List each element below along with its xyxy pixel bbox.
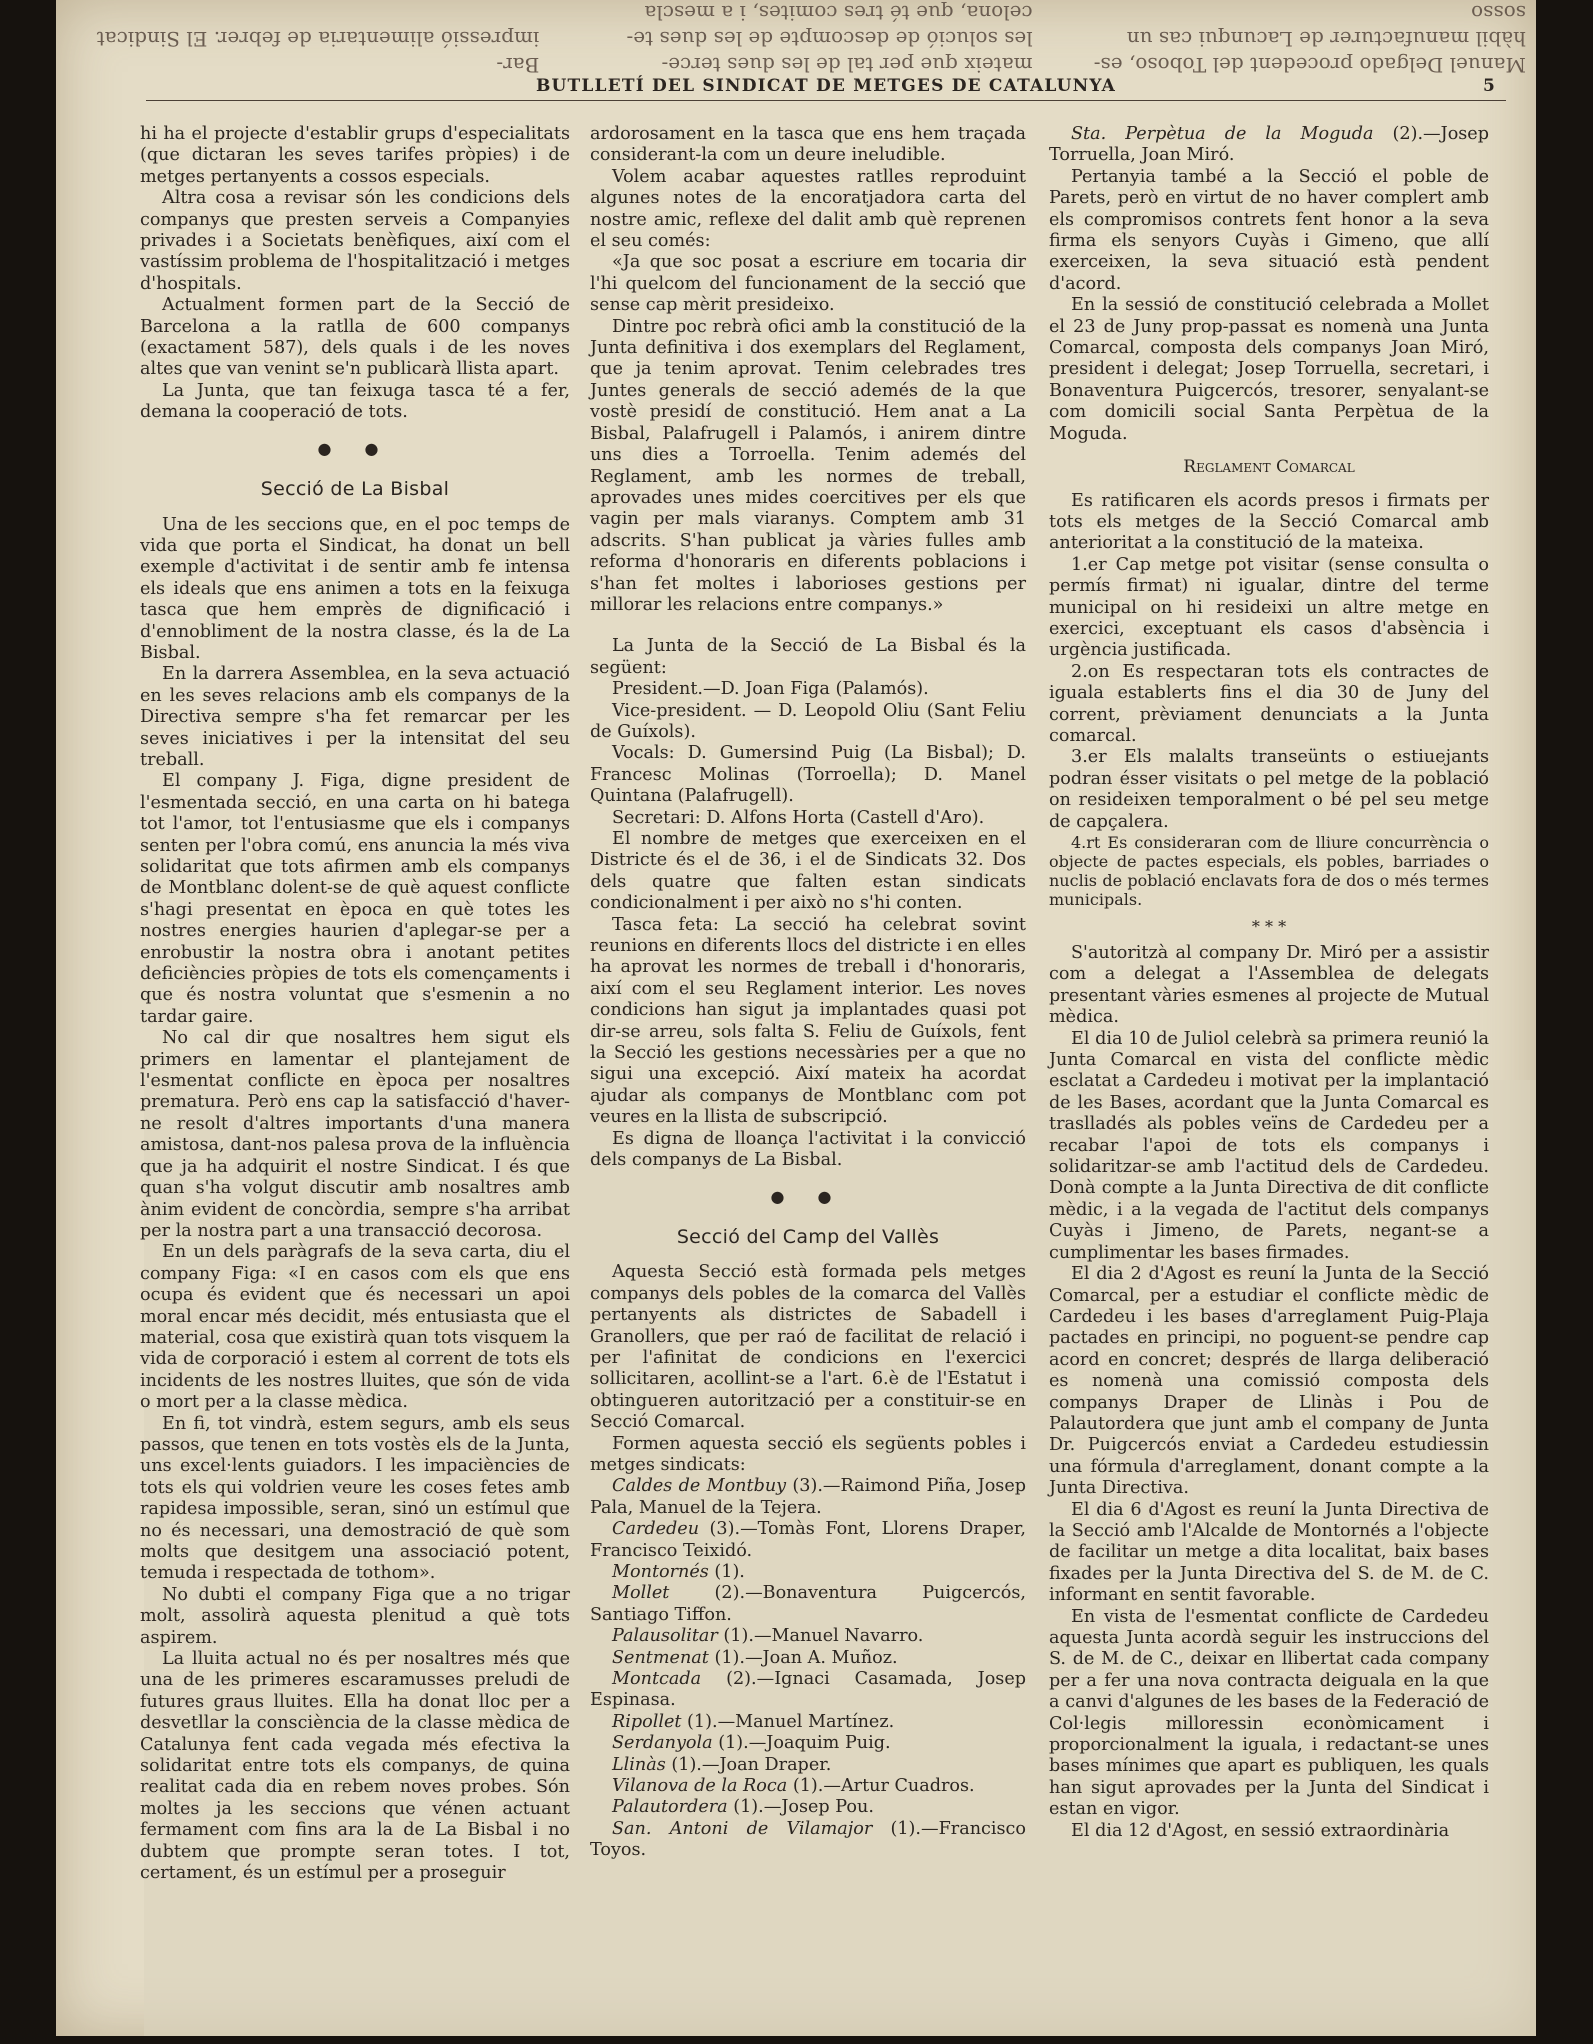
paragraph bbox=[590, 1755, 1026, 1776]
town-members: (1). bbox=[708, 1562, 745, 1582]
paragraph: Volem acabar aquestes ratlles reproduint algunes notes de la encoratjadora carta del nostre amic, reflexe del dalit amb què reprenen el seu comés: bbox=[590, 166, 1026, 252]
paragraph: El dia 10 de Juliol celebrà sa primera reunió la Junta Comarcal en vista del conflicte mèdic esclatat a Cardedeu i motivat per la implantació de les Bases, acordant que la Junta Comarcal es traslladés als pobles veïns de Cardedeu per a recabar l'apoi de tots els companys i solidaritzar-se amb l'actitud dels de Cardedeu. Donà compte a la Junta Directiva de dit conflicte mèdic, i a la vegada de l'actitut dels companys Cuyàs i Jimeno, de Parets, negant-se a cumplimentar les bases firmades. bbox=[1049, 1028, 1489, 1263]
town-members: (2).—Josep Torruella, Joan Miró. bbox=[1049, 124, 1489, 166]
bleed-line: Manuel Delgado procedent del Toboso, es- bbox=[1093, 53, 1526, 77]
asterism: * * * bbox=[1251, 917, 1287, 936]
paragraph: Aquesta Secció està formada pels metges companys dels pobles de la comarca del Vallès pertanyents als districtes de Sabadell i Granollers, que per raó de facilitat de relació i per l'afinitat de condicions en l'exercici sollicitaren, acollint-se a l'art. 6.è de l'Estatut i obtingueren autorització per a constituir-se en Secció Comarcal. bbox=[590, 1262, 1026, 1433]
paragraph: El dia 6 d'Agost es reuní la Junta Directiva de la Secció amb l'Alcalde de Montornés a l'objecte de facilitar un metge a dita localitat, baix bases fixades per la Junta Directiva del S. de M. de C. informant en sentit favorable. bbox=[1049, 1499, 1489, 1606]
paragraph bbox=[590, 1819, 1026, 1862]
column-2 bbox=[590, 124, 1026, 1862]
paragraph: El company J. Figa, digne president de l'esmentada secció, en una carta on hi batega tot l'amor, tot l'entusiasme que els i companys senten per l'obra comú, ens anuncia la més viva solidaritat que tots afirmen amb els companys de Montblanc dolent-se de què aquest conflicte s'hagi presentat en època en què totes les nostres energies haurien d'aplegar-se per a enrobustir la nostra obra i anotant petites deficiències pròpies de tots els començaments i que és nostra voluntat que s'esmenin a no tardar gaire. bbox=[140, 771, 570, 1027]
paragraph bbox=[590, 1648, 1026, 1669]
paragraph: Vocals: D. Gumersind Puig (La Bisbal); D. Francesc Molinas (Torroella); D. Manel Quintana (Palafrugell). bbox=[590, 743, 1026, 807]
town-members: (1).—Manuel Martínez. bbox=[681, 1711, 895, 1732]
paragraph bbox=[590, 1519, 1026, 1562]
paragraph: La lluita actual no és per nosaltres més que una de les primeres escaramusses preludi de futures graus lluites. Ella ha donat lloc per a desvetllar la consciència de la classe mèdica de Catalunya fent cada vegada més efectiva la solidaritat entre tots els companys, de quina realitat cada dia en rebem noves probes. Són moltes ja les seccions que vénen actuant fermament com fins ara la de La Bisbal i no dubtem que prompte seran totes. I tot, certament, és un estímul per a proseguir bbox=[140, 1649, 570, 1884]
paragraph bbox=[1049, 124, 1489, 167]
bleed-line: mateix que per tal de les dues terce- bbox=[661, 53, 1033, 77]
paragraph bbox=[590, 1797, 1026, 1818]
paragraph: El nombre de metges que exerceixen en el Districte és el de 36, i el de Sindicats 32. Dos dels quatre que falten estan sindicats condicionalment i per això no s'hi conten. bbox=[590, 829, 1026, 914]
town-name: Caldes de Montbuy bbox=[612, 1476, 787, 1497]
bleed-line: impressió alimentaria de febrer. El Sindicat bbox=[96, 27, 540, 51]
town-name: Ripollet bbox=[612, 1711, 682, 1732]
page-number: 5 bbox=[1482, 76, 1496, 96]
paragraph: Dintre poc rebrà ofici amb la constitució de la Junta definitiva i dos exemplars del Reglament, que ja tenim aprovat. Tenim celebrades tres Juntes generals de secció ademés de la que vostè presidí de constitució. Hem anat a La Bisbal, Palafrugell i Palamós, i anirem dintre uns dies a Torroella. Tenim ademés del Reglament, amb les normes de treball, aprovades unes mides coercitives per els que vagin per mals viaranys. Comptem amb 31 adscrits. S'han publicat ja vàries fulles amb reforma d'honoraris en diferents poblacions i s'han fet moltes i laborioses gestions per millorar les relacions entre companys.» bbox=[590, 316, 1026, 615]
paragraph: No dubti el company Figa que a no trigar molt, assolirà aquesta plenitud a què tots aspirem. bbox=[140, 1584, 570, 1648]
town-members: (2).—Bonaventura Puigcercós, Santiago Tiffon. bbox=[590, 1583, 1026, 1625]
page-header bbox=[146, 74, 1506, 101]
town-members: (3).—Tomàs Font, Llorens Draper, Francisco Teixidó. bbox=[590, 1519, 1026, 1561]
paragraph: 1.er Cap metge pot visitar (sense consulta o permís firmat) ni igualar, dintre del terme municipal on hi resideixi un altre metge en exercici, exceptuant els casos d'absència i urgència justificada. bbox=[1049, 554, 1489, 661]
paragraph: Formen aquesta secció els següents pobles i metges sindicats: bbox=[590, 1433, 1026, 1475]
column-3 bbox=[1049, 124, 1489, 1842]
town-name: Llinàs bbox=[612, 1754, 666, 1775]
paragraph: La Junta, que tan feixuga tasca té a fer, demana la cooperació de tots. bbox=[140, 380, 570, 423]
paragraph: Vice-president. — D. Leopold Oliu (Sant Feliu de Guíxols). bbox=[590, 700, 1026, 742]
paragraph: En un dels paràgrafs de la seva carta, diu el company Figa: «I en casos com els que ens ocupa és evident que és necessari un apoi moral encar més decidit, més entusiasta que el material, cosa que existirà quan tots visquem la vida de corporació i estem al corrent de tots els incidents de les nostres lluites, que són de vida o mort per a la classe mèdica. bbox=[140, 1242, 570, 1413]
paragraph bbox=[590, 1669, 1026, 1712]
paragraph: Es digna de lloança l'activitat i la convicció dels companys de La Bisbal. bbox=[590, 1128, 1026, 1171]
bleed-line: Bar- bbox=[496, 53, 540, 77]
town-members: (1).—Josep Pou. bbox=[727, 1797, 874, 1818]
section-separator: ● ● bbox=[317, 438, 393, 458]
bleed-line: hàbil manufacturer de Lacunqui cas un sosso bbox=[1126, 1, 1526, 51]
paragraph: ardorosament en la tasca que ens hem traçada considerant-la com un deure ineludible. bbox=[590, 124, 1026, 166]
town-name: Mollet bbox=[612, 1583, 670, 1604]
town-members: (2).—Ignaci Casamada, Josep Espinasa. bbox=[590, 1669, 1026, 1711]
paragraph: Una de les seccions que, en el poc temps de vida que porta el Sindicat, ha donat un bell exemple d'activitat i de sentir amb fe intensa els ideals que ens animen a tots en la feixuga tasca que hem emprès de dignificació i d'ennobliment de la nostra classe, és la de La Bisbal. bbox=[140, 514, 570, 663]
paragraph: hi ha el projecte d'establir grups d'especialitats (que dictaran les seves tarifes pròpies) i de metges pertanyents a cossos especials. bbox=[140, 124, 570, 187]
paragraph: President.—D. Joan Figa (Palamós). bbox=[612, 679, 929, 700]
paragraph: En la sessió de constitució celebrada a Mollet el 23 de Juny prop-passat es nomenà una Junta Comarcal, composta dels companys Joan Miró, president i delegat; Josep Torruella, secretari, i Bonaventura Puigcercós, tresorer, senyalant-se com domicili social Santa Perpètua de la Moguda. bbox=[1049, 295, 1489, 444]
town-members: (1).—Joaquim Puig. bbox=[712, 1733, 891, 1754]
section-title-la-bisbal: Secció de La Bisbal bbox=[260, 478, 450, 501]
paragraph bbox=[590, 1776, 1026, 1797]
town-name: Vilanova de la Roca bbox=[612, 1776, 788, 1797]
paragraph: Altra cosa a revisar són les condicions dels companys que presten serveis a Companyies privades i a Societats benèfiques, així com el vastíssim problema de l'hospitalització i metges d'hospitals. bbox=[140, 188, 570, 294]
town-name: Cardedeu bbox=[612, 1519, 700, 1540]
town-name: Palautordera bbox=[612, 1797, 728, 1818]
column-1 bbox=[140, 124, 570, 1885]
town-name: Montcada bbox=[612, 1669, 702, 1690]
paragraph bbox=[590, 1583, 1026, 1626]
bleed-line: celona, que té tres comites, i a mescla bbox=[644, 1, 1033, 25]
section-separator: ● ● bbox=[770, 1186, 846, 1206]
paragraph bbox=[590, 1733, 1026, 1754]
town-members: (1).—Francisco Toyos. bbox=[590, 1818, 1026, 1861]
town-name: Palausolitar bbox=[612, 1626, 718, 1647]
paragraph: 2.on Es respectaran tots els contractes de iguala establerts fins el dia 30 de Juny del corrent, prèviament denunciats a la Junta comarcal. bbox=[1049, 661, 1489, 746]
paragraph: En fi, tot vindrà, estem segurs, amb els seus passos, que tenen en tots vostès els de la Junta, uns excel·lents guiadors. I les impaciències de tots els qui voldrien veure les coses fetes amb rapidesa impossible, seran, sinó un estímul que no és necessari, una demostració de què som molts que desitgem una associació potent, temuda i respectada de tothom». bbox=[140, 1413, 570, 1584]
paragraph bbox=[590, 1626, 1026, 1647]
paragraph: 4.rt Es consideraran com de lliure concurrència o objecte de pactes especials, els pobles, barriades o nuclis de població enclavats fora de dos o més termes municipals. bbox=[1049, 833, 1489, 909]
town-name: Sentmenat bbox=[612, 1647, 709, 1668]
paragraph: 3.er Els malalts transeünts o estiuejants podran ésser visitats o pel metge de la població on resideixen temporalment o bé pel seu metge de capçalera. bbox=[1049, 747, 1489, 832]
town-members: (1).—Artur Cuadros. bbox=[787, 1776, 975, 1797]
publication-title: BUTLLETÍ DEL SINDICAT DE METGES DE CATALUNYA bbox=[535, 76, 1117, 96]
paragraph: Pertanyia també a la Secció el poble de Parets, però en virtut de no haver complert amb els compromisos contrets fent honor a la seva firma els senyors Cuyàs i Gimeno, que allí exerceixen, la seva situació està pendent d'acord. bbox=[1049, 166, 1489, 294]
town-members: (1).—Joan A. Muñoz. bbox=[708, 1647, 898, 1668]
town-name: Serdanyola bbox=[612, 1733, 713, 1754]
paragraph: Tasca feta: La secció ha celebrat sovint reunions en diferents llocs del districte i en elles ha aprovat les normes de treball i d'honoraris, així com el seu Reglament interior. Les noves condicions han sigut ja implantades quasi pot dir-se arreu, sols falta S. Feliu de Guíxols, fent la Secció les gestions necessàries per a que no sigui una excepció. Així mateix ha acordat ajudar als companys de Montblanc com pot veures en la llista de subscripció. bbox=[590, 914, 1026, 1128]
town-members: (1).—Manuel Navarro. bbox=[717, 1626, 924, 1647]
section-title-camp-del-valles: Secció del Camp del Vallès bbox=[676, 1225, 940, 1248]
paragraph bbox=[590, 1476, 1026, 1519]
paragraph: Es ratificaren els acords presos i firmats per tots els metges de la Secció Comarcal amb anterioritat a la constitució de la mateixa. bbox=[1049, 490, 1489, 554]
paragraph bbox=[590, 1562, 1026, 1583]
bleed-through-text bbox=[56, 0, 1536, 78]
town-members: (3).—Raimond Piña, Josep Pala, Manuel de la Tejera. bbox=[590, 1476, 1026, 1518]
paragraph: S'autoritzà al company Dr. Miró per a assistir com a delegat a l'Assemblea de delegats presentant vàries esmenes al projecte de Mutual mèdica. bbox=[1049, 943, 1489, 1028]
bleed-line: les solució de descompte de les dues te- bbox=[626, 27, 1033, 51]
paragraph: El dia 2 d'Agost es reuní la Junta de la Secció Comarcal, per a estudiar el conflicte mèdic de Cardedeu i les bases d'arreglament Puig-Plaja pactades en principi, no poguent-se pendre cap acord en concret; després de llarga deliberació es nomenà una comissió composta dels companys Draper de Llinàs i Pou de Palautordera que junt amb el company de Junta Dr. Puigcercós enviat a Cardedeu estudiessin una fórmula d'arreglament, donant compte a la Junta Directiva. bbox=[1049, 1264, 1489, 1499]
paragraph bbox=[590, 1712, 1026, 1733]
paragraph: La Junta de la Secció de La Bisbal és la següent: bbox=[590, 636, 1026, 678]
town-name: Sta. Perpètua de la Moguda bbox=[1071, 124, 1374, 144]
town-members: (1).—Joan Draper. bbox=[665, 1754, 832, 1775]
town-name: San. Antoni de Vilamajor bbox=[612, 1818, 873, 1839]
paragraph: En vista de l'esmentat conflicte de Cardedeu aquesta Junta acordà seguir les instruccions del S. de M. de C., deixar en llibertat cada company per a fer una nova contracta deiguala en la que a canvi d'algunes de les bases de la Federació de Col·legis milloressin econòmicament i proporcionalment la iguala, i redactant-se unes bases mínimes que apart es publiquen, les quals han sigut aprovades per la Junta del Sindicat i estan en vigor. bbox=[1049, 1606, 1489, 1820]
town-name: Montornés bbox=[612, 1562, 709, 1582]
paragraph: «Ja que soc posat a escriure em tocaria dir l'hi quelcom del funcionament de la secció que sense cap mèrit presideixo. bbox=[590, 252, 1026, 316]
paragraph: Actualment formen part de la Secció de Barcelona a la ratlla de 600 companys (exactament 587), dels quals i de les noves altes que van venint se'n publicarà llista apart. bbox=[140, 295, 570, 380]
paragraph: En la darrera Assemblea, en la seva actuació en les seves relacions amb els companys de la Directiva sempre s'ha fet remarcar per les seves iniciatives i per la intensitat del seu treball. bbox=[140, 664, 570, 770]
paragraph: Secretari: D. Alfons Horta (Castell d'Aro). bbox=[612, 807, 985, 828]
paragraph: No cal dir que nosaltres hem sigut els primers en lamentar el plantejament de l'esmentat conflicte en època per nosaltres prematura. Però ens cap la satisfacció d'haver-ne resolt d'altres importants d'una manera amistosa, dant-nos palesa prova de la influència que ja ha adquirit el nostre Sindicat. I és que quan s'ha volgut discutir amb nosaltres amb ànim evident de concòrdia, sempre s'ha arribat per la nostra part a una transacció decorosa. bbox=[140, 1028, 570, 1241]
paragraph: El dia 12 d'Agost, en sessió extraordinària bbox=[1071, 1820, 1450, 1841]
reglament-title: Reglament Comarcal bbox=[1183, 457, 1355, 478]
